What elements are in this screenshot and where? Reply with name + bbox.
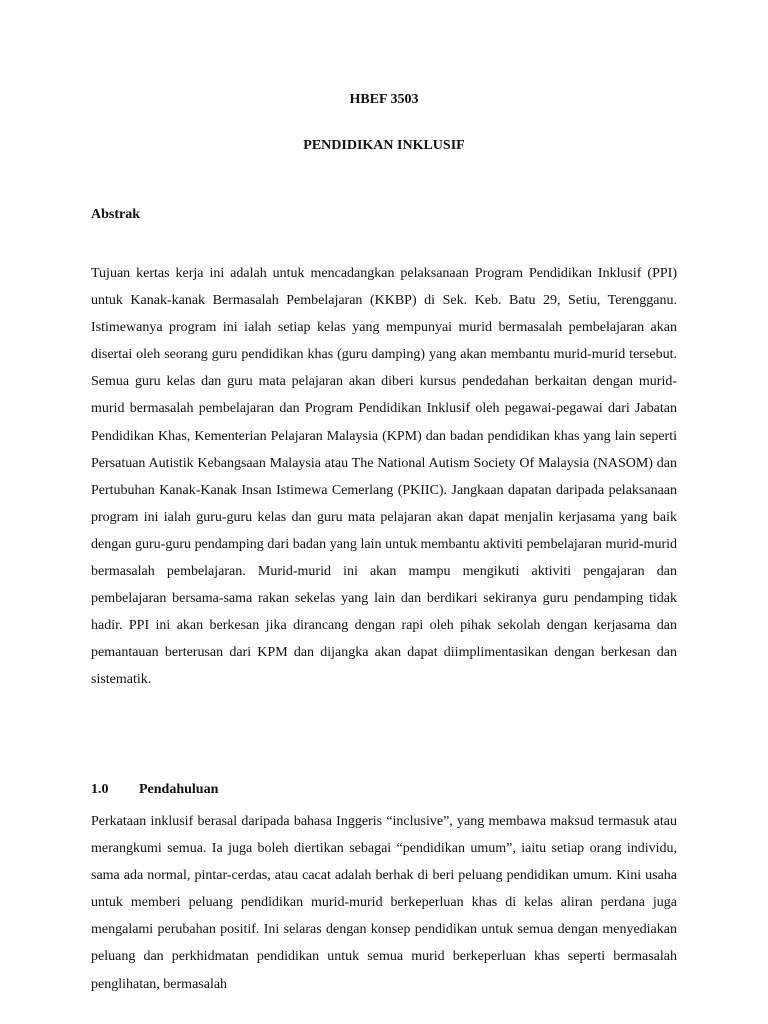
course-title: PENDIDIKAN INKLUSIF (303, 138, 465, 153)
section-number: 1.0 (91, 782, 109, 797)
abstract-heading: Abstrak (91, 207, 141, 222)
abstract-paragraph: Tujuan kertas kerja ini adalah untuk mencadangkan pelaksanaan Program Pendidikan Inklusif (PPI) untuk Kanak-kanak Bermasalah Pembelajaran (KKBP) di Sek. Keb. Batu 29, Setiu, Terengganu. Istimewanya program ini ialah setiap kelas yang mempunyai murid bermasalah pembelajaran akan disertai oleh seorang guru pendidikan khas (guru damping) yang akan membantu murid-murid tersebut. Semua guru kelas dan guru mata pelajaran akan diberi kursus pendedahan berkaitan dengan murid-murid bermasalah pembelajaran dan Program Pendidikan Inklusif oleh pegawai-pegawai dari Jabatan Pendidikan Khas, Kementerian Pelajaran Malaysia (KPM) dan badan pendidikan khas yang lain seperti Persatuan Autistik Kebangsaan Malaysia atau The National Autism Society Of Malaysia (NASOM) dan Pertubuhan Kanak-Kanak Insan Istimewa Cemerlang (PKIIC). Jangkaan dapatan daripada pelaksanaan program ini ialah guru-guru kelas dan guru mata pelajaran akan dapat menjalin kerjasama yang baik dengan guru-guru pendamping dari badan yang lain untuk membantu aktiviti pembelajaran murid-murid bermasalah pembelajaran. Murid-murid ini akan mampu mengikuti aktiviti pengajaran dan pembelajaran bersama-sama rakan sekelas yang lain dan berdikari sekiranya guru pendamping tidak hadir. PPI ini akan berkesan jika dirancang dengan rapi oleh pihak sekolah dengan kerjasama dan pemantauan berterusan dari KPM dan dijangka akan dapat diimplimentasikan dengan berkesan dan sistematik. (91, 266, 677, 688)
section-heading (91, 782, 218, 798)
section-title: Pendahuluan (139, 782, 219, 797)
course-code: HBEF 3503 (349, 92, 419, 107)
section-paragraph: Perkataan inklusif berasal daripada bahasa Inggeris “inclusive”, yang membawa maksud termasuk atau merangkumi semua. Ia juga boleh diertikan sebagai “pendidikan umum”, iaitu setiap orang individu, sama ada normal, pintar-cerdas, atau cacat adalah berhak di beri peluang pendidikan umum. Kini usaha untuk memberi peluang pendidikan murid-murid berkeperluan khas di kelas aliran perdana juga mengalami perubahan positif. Ini selaras dengan konsep pendidikan untuk semua dengan menyediakan peluang dan perkhidmatan pendidikan untuk semua murid berkeperluan khas seperti bermasalah penglihatan, bermasalah (91, 814, 677, 992)
